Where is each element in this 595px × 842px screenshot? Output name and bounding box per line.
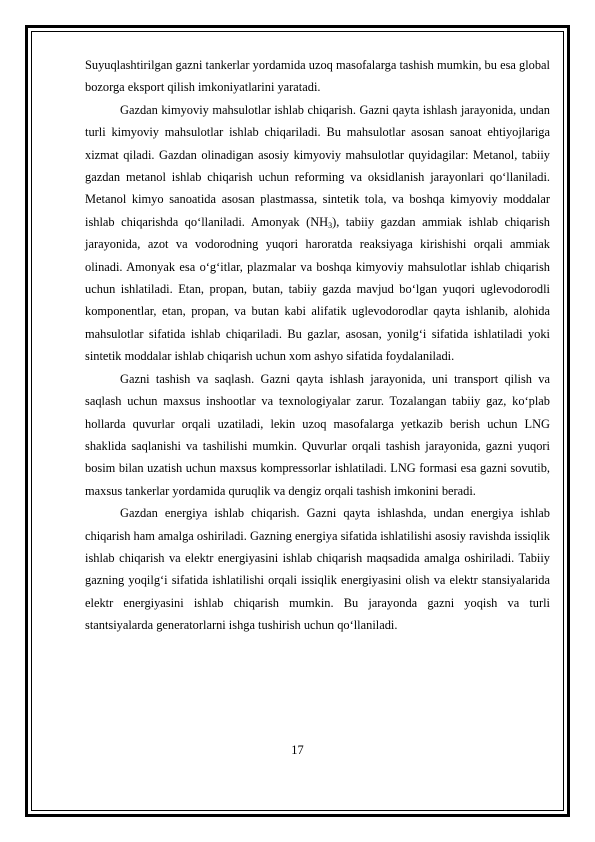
- paragraph-energy-production: Gazdan energiya ishlab chiqarish. Gazni qayta ishlashda, undan energiya ishlab chiqarish ham amalga oshiriladi. Gazning energiya sifatida ishlatilishi asosiy ravishda issiqlik ishlab chiqarish va elektr energiyasini ishlab chiqarish maqsadida amalga oshiriladi. Tabiiy gazning yoqilg‘i sifatida ishlatilishi orqali issiqlik energiyasini olish va elektr stansiyalarida elektr energiyasini ishlab chiqarish mumkin. Bu jarayonda gazni yoqish va turli stantsiyalarda generatorlarni ishga tushirish uchun qo‘llaniladi.: [85, 506, 550, 633]
- document-body: [85, 54, 550, 637]
- paragraph-chemical-products-text-b: ), tabiiy gazdan ammiak ishlab chiqarish jarayonida, azot va vodorodning yuqori haroratda reaksiyaga kirishishi orqali ammiak olinadi. Amonyak esa o‘g‘itlar, plazmalar va boshqa kimyoviy mahsulotlar ishlab chiqarish uchun ishlatiladi. Etan, propan, butan, tabiiy gazda mavjud bo‘lgan yuqori uglevodorodli komponentlar, etan, propan, va butan kabi alifatik uglevodorodlar qayta ishlanib, alohida mahsulotlar sifatida ishlab chiqariladi. Bu gazlar, asosan, yonilg‘i sifatida ishlatiladi yoki sintetik moddalar ishlab chiqarish uchun xom ashyo sifatida foydalaniladi.: [85, 214, 550, 364]
- paragraph-chemical-products: [85, 99, 550, 368]
- ammonia-formula-subscript: 3: [328, 220, 333, 230]
- page-number: 17: [291, 743, 304, 757]
- paragraph-lng-export: Suyuqlashtirilgan gazni tankerlar yordamida uzoq masofalarga tashish mumkin, bu esa global bozorga eksport qilish imkoniyatlarini yaratadi.: [85, 58, 550, 95]
- paragraph-gas-transport-storage: Gazni tashish va saqlash. Gazni qayta ishlash jarayonida, uni transport qilish va saqlash uchun maxsus inshootlar va texnologiyalar zarur. Tozalangan tabiiy gaz, ko‘plab hollarda quvurlar orqali uzatiladi, lekin uzoq masofalarga yetkazib berish uchun LNG shaklida saqlanishi va tashilishi mumkin. Quvurlar orqali tashish jarayonida, gazni yuqori bosim bilan uzatish uchun maxsus kompressorlar ishlatiladi. LNG formasi esa gazni sovutib, maxsus tankerlar yordamida quruqlik va dengiz orqali tashish imkonini beradi.: [85, 371, 550, 498]
- paragraph-chemical-products-text-a: Gazdan kimyoviy mahsulotlar ishlab chiqarish. Gazni qayta ishlash jarayonida, undan turli kimyoviy mahsulotlar ishlab chiqariladi. Bu mahsulotlar asosan sanoat ehtiyojlariga xizmat qiladi. Gazdan olinadigan asosiy kimyoviy mahsulotlar quyidagilar: Metanol, tabiiy gazdan metanol ishlab chiqarish uchun reforming va oksidlanish jarayonlari qo‘llaniladi. Metanol kimyo sanoatida asosan plastmassa, sintetik tola, va boshqa kimyoviy moddalar ishlab chiqarishda qo‘llaniladi. Amonyak (NH: [85, 102, 550, 229]
